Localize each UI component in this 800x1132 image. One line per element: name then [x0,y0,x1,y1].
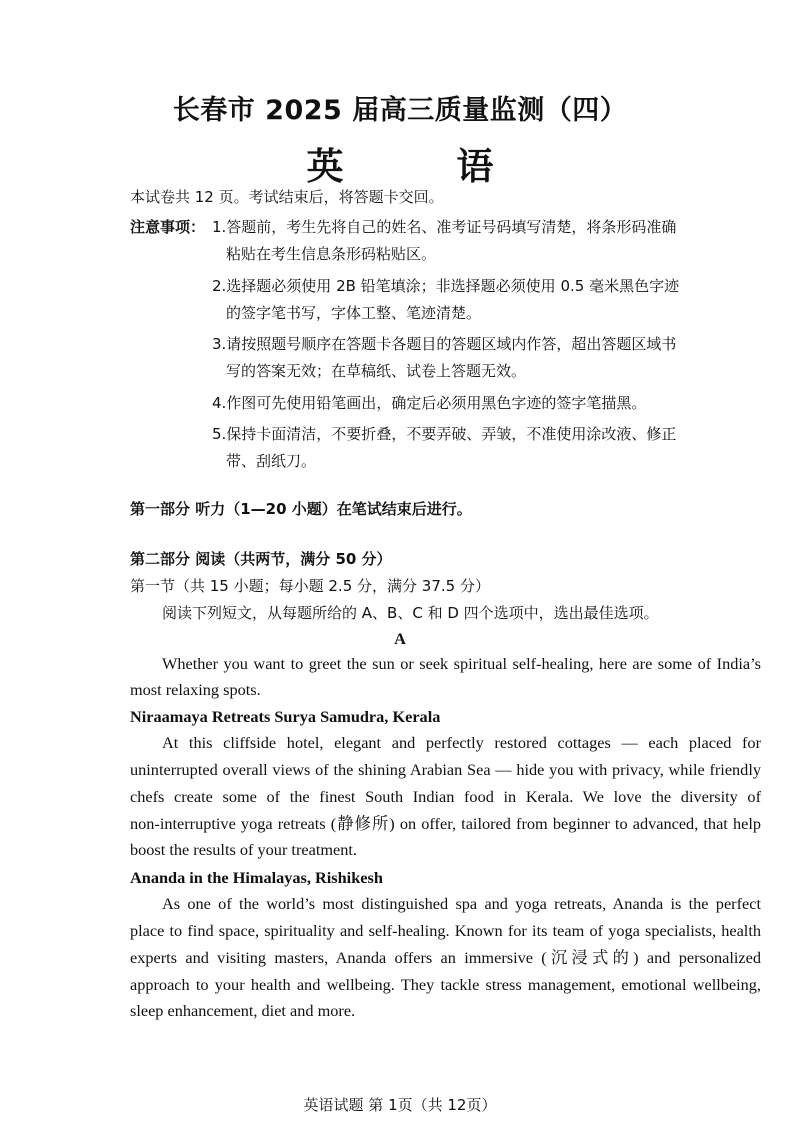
passage-text: most relaxing spots. [130,680,261,699]
passage-text: place to find space, spirituality and self-healing. Known for its team of yoga specialists, health [130,921,761,940]
intro-text: 本试卷共 12 页。考试结束后，将答题卡交回。 [130,188,444,206]
subject-title: 英 语 [306,145,544,188]
passage-text: Whether you want to greet the sun or seek spiritual self-healing, here are some of India’s [162,654,761,673]
part-one-heading: 第一部分 听力（1—20 小题）在笔试结束后进行。 [130,500,472,518]
note-line: 4.作图可先使用铅笔画出，确定后必须用黑色字迹的签字笔描黑。 [212,394,647,412]
note-line: 粘贴在考生信息条形码粘贴区。 [226,245,437,263]
note-line: 带、刮纸刀。 [226,452,317,470]
passage-text: uninterrupted overall views of the shining Arabian Sea — hide you with privacy, while friendly [130,760,761,779]
passage-text: boost the results of your treatment. [130,840,357,859]
passage-text: approach to your health and wellbeing. They tackle stress management, emotional wellbeing, [130,975,761,994]
section-one-heading: 第一节（共 15 小题；每小题 2.5 分，满分 37.5 分） [130,577,490,595]
section-heading: Niraamaya Retreats Surya Samudra, Kerala [130,707,441,726]
passage-text: experts and visiting masters, Ananda offers an immersive (沉浸式的) and personalized [130,948,761,967]
note-line: 3.请按照题号顺序在答题卡各题目的答题区域内作答，超出答题区域书 [212,335,677,353]
note-line: 写的答案无效；在草稿纸、试卷上答题无效。 [226,362,527,380]
passage-text: As one of the world’s most distinguished spa and yoga retreats, Ananda is the perfect [162,894,761,913]
section-heading: Ananda in the Himalayas, Rishikesh [130,868,383,887]
part-two-heading: 第二部分 阅读（共两节，满分 50 分） [130,550,392,568]
note-line: 2.选择题必须使用 2B 铅笔填涂；非选择题必须使用 0.5 毫米黑色字迹 [212,277,680,295]
notes-label: 注意事项： [130,218,206,236]
passage-text: At this cliffside hotel, elegant and perfectly restored cottages — each placed for [162,733,761,752]
passage-text: chefs create some of the finest South Indian food in Kerala. We love the diversity of [130,787,761,806]
exam-title: 长春市 2025 届高三质量监测（四） [172,95,628,126]
passage-label: A [394,629,406,648]
page-footer: 英语试题 第 1页（共 12页） [303,1096,497,1114]
note-line: 的签字笔书写，字体工整、笔迹清楚。 [226,304,482,322]
passage-text: non-interruptive yoga retreats (静修所) on offer, tailored from beginner to advanced, that help [130,814,761,833]
passage-text: sleep enhancement, diet and more. [130,1001,356,1020]
note-line: 1.答题前，考生先将自己的姓名、准考证号码填写清楚，将条形码准确 [212,218,677,236]
reading-instruction: 阅读下列短文，从每题所给的 A、B、C 和 D 四个选项中，选出最佳选项。 [162,604,659,622]
note-line: 5.保持卡面清洁，不要折叠，不要弄破、弄皱，不准使用涂改液、修正 [212,425,677,443]
